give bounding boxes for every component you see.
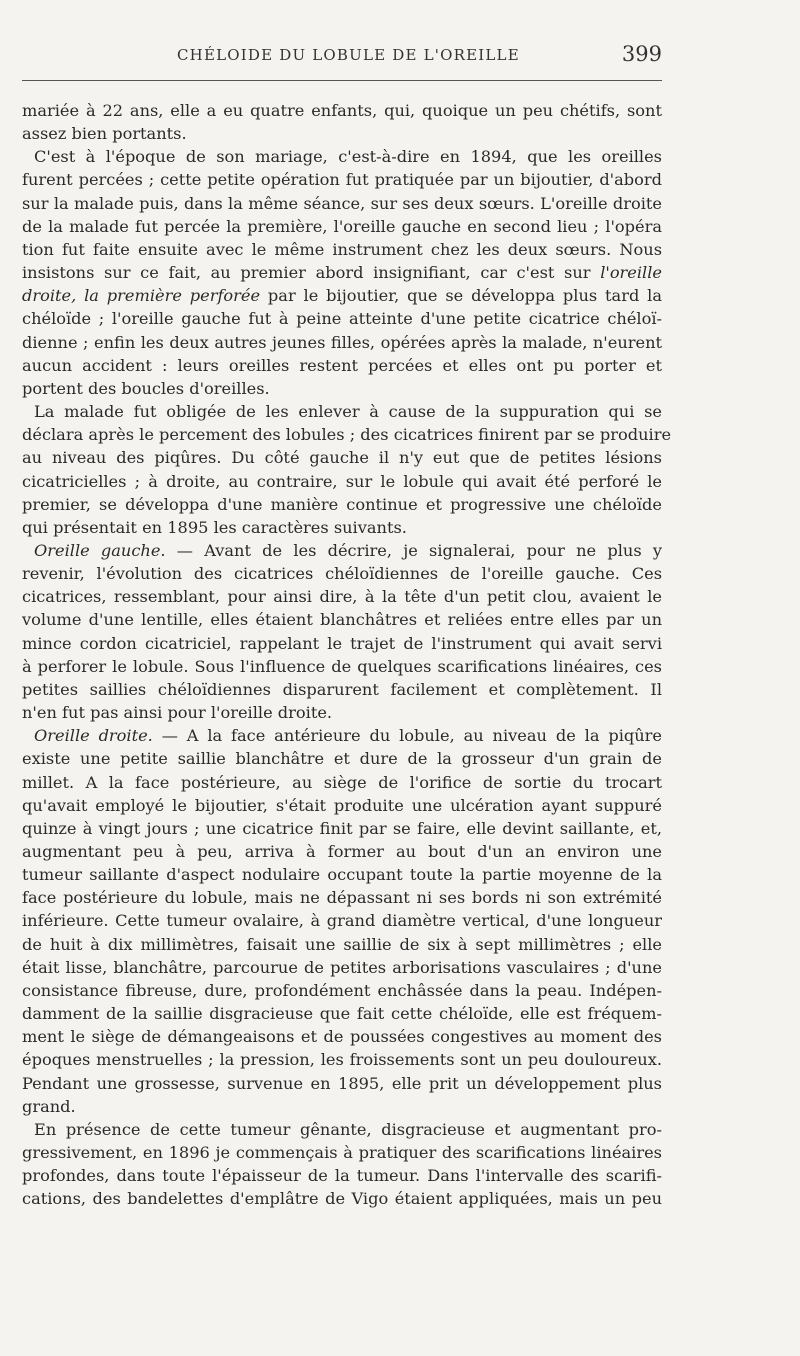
text-run: volume d'une lentille, elles étaient blanchâtres et reliées entre elles par un [22, 610, 662, 630]
text-run: qui présentait en 1895 les caractères suivants. [22, 517, 407, 537]
text-line [22, 886, 662, 909]
text-run: existe une petite saillie blanchâtre et dure de la grosseur d'un grain de [22, 749, 662, 769]
text-run: gressivement, en 1896 je commençais à pratiquer des scarifications linéaires [22, 1143, 662, 1163]
text-line [22, 423, 672, 446]
text-line [22, 284, 662, 307]
text-line [22, 585, 662, 608]
text-line [22, 122, 662, 145]
text-line [22, 655, 662, 678]
page-header [22, 42, 662, 72]
text-run: assez bien portants. [22, 124, 187, 144]
text-run: — A la face antérieure du lobule, au niveau de la piqûre [152, 726, 662, 746]
text-line [22, 1164, 662, 1187]
text-run: millet. A la face postérieure, au siège de l'orifice de sortie du trocart [22, 772, 662, 792]
text-line [22, 933, 662, 956]
text-line [22, 817, 662, 840]
text-run: époques menstruelles ; la pression, les froissements sont un peu douloureux. [22, 1050, 662, 1070]
text-run: face postérieure du lobule, mais ne dépassant ni ses bords ni son extrémité [22, 888, 662, 908]
text-line [22, 724, 662, 747]
text-run: tumeur saillante d'aspect nodulaire occupant toute la partie moyenne de la [22, 865, 662, 885]
text-line [22, 99, 662, 122]
text-line [22, 632, 662, 655]
text-line [22, 1141, 662, 1164]
text-line [22, 331, 662, 354]
text-line [22, 400, 662, 423]
text-line [22, 909, 662, 932]
text-run: premier, se développa d'une manière continue et progressive une chéloïde [22, 494, 662, 514]
text-run: était lisse, blanchâtre, parcourue de petites arborisations vasculaires ; d'une [22, 957, 662, 977]
text-line [22, 608, 662, 631]
text-run: mince cordon cicatriciel, rappelant le trajet de l'instrument qui avait servi [22, 633, 662, 653]
text-run: quinze à vingt jours ; une cicatrice finit par se faire, elle devint saillante, et, [22, 818, 662, 838]
text-line [22, 747, 662, 770]
text-run: chéloïde ; l'oreille gauche fut à peine atteinte d'une petite cicatrice chéloï- [22, 309, 662, 329]
text-run: petites saillies chéloïdiennes disparurent facilement et complètement. Il [22, 679, 662, 699]
italic-text: droite, la première perforée [22, 286, 261, 306]
text-run: damment de la saillie disgracieuse que fait cette chéloïde, elle est fréquem- [22, 1004, 662, 1024]
text-run: par le bijoutier, que se développa plus tard la [260, 286, 662, 306]
text-run: consistance fibreuse, dure, profondément enchâssée dans la peau. Indépen- [22, 980, 662, 1000]
text-run: aucun accident : leurs oreilles restent percées et elles ont pu porter et [22, 355, 662, 375]
text-line [22, 539, 662, 562]
text-line [22, 145, 662, 168]
text-line [22, 1002, 662, 1025]
text-run: qu'avait employé le bijoutier, s'était produite une ulcération ayant suppuré [22, 795, 662, 815]
text-run: au niveau des piqûres. Du côté gauche il n'y eut que de petites lésions [22, 448, 662, 468]
text-line [22, 979, 662, 1002]
text-run: tion fut faite ensuite avec le même instrument chez les deux sœurs. Nous [22, 239, 662, 259]
page-number: 399 [621, 42, 662, 66]
text-line [22, 446, 662, 469]
body-text [22, 99, 672, 1211]
text-run: portent des boucles d'oreilles. [22, 378, 270, 398]
italic-text: l'oreille [600, 263, 662, 283]
text-line [22, 840, 662, 863]
text-line [22, 1095, 662, 1118]
text-line [22, 377, 662, 400]
text-line [22, 354, 662, 377]
text-run: profondes, dans toute l'épaisseur de la tumeur. Dans l'intervalle des scarifi- [22, 1166, 662, 1186]
text-line [22, 215, 662, 238]
text-line [22, 678, 662, 701]
text-run: sur la malade puis, dans la même séance, sur ses deux sœurs. L'oreille droite [22, 193, 662, 213]
italic-text: Oreille droite. [34, 726, 153, 746]
text-run: insistons sur ce fait, au premier abord insignifiant, car c'est sur [22, 263, 601, 283]
text-run: mariée à 22 ans, elle a eu quatre enfants, qui, quoique un peu chétifs, sont [22, 101, 662, 120]
text-run: cicatrices, ressemblant, pour ainsi dire, à la tête d'un petit clou, avaient le [22, 587, 662, 607]
text-line [22, 192, 662, 215]
text-line [22, 863, 662, 886]
text-run: de la malade fut percée la première, l'oreille gauche en second lieu ; l'opéra [22, 216, 662, 236]
text-line [22, 261, 662, 284]
text-line [22, 956, 662, 979]
text-line [22, 562, 662, 585]
text-run: ment le siège de démangeaisons et de poussées congestives au moment des [22, 1027, 662, 1047]
text-run: dienne ; enfin les deux autres jeunes filles, opérées après la malade, n'eurent [22, 332, 662, 352]
text-line [22, 493, 662, 516]
text-run: augmentant peu à peu, arriva à former au bout d'un an environ une [22, 842, 662, 861]
text-line [22, 238, 662, 261]
text-line [22, 1072, 662, 1095]
header-rule [22, 80, 662, 81]
text-run: C'est à l'époque de son mariage, c'est-à-dire en 1894, que les oreilles [34, 147, 662, 167]
text-line [22, 516, 662, 539]
text-line [22, 794, 662, 817]
text-run: à perforer le lobule. Sous l'influence de quelques scarifications linéaires, ces [22, 656, 662, 676]
text-run: cicatricielles ; à droite, au contraire, sur le lobule qui avait été perforé le [22, 471, 662, 491]
text-run: inférieure. Cette tumeur ovalaire, à grand diamètre vertical, d'une longueur [22, 911, 662, 931]
italic-text: Oreille gauche. [34, 540, 166, 560]
text-line [22, 1048, 662, 1071]
text-run: — Avant de les décrire, je signalerai, pour ne plus y [165, 540, 662, 560]
text-run: déclara après le percement des lobules ; des cicatrices finirent par se produire [22, 425, 672, 445]
text-line [22, 701, 662, 724]
text-run: revenir, l'évolution des cicatrices chéloïdiennes de l'oreille gauche. Ces [22, 564, 662, 584]
text-run: Pendant une grossesse, survenue en 1895, elle prit un développement plus [22, 1073, 662, 1093]
text-run: cations, des bandelettes d'emplâtre de Vigo étaient appliquées, mais un peu [22, 1189, 662, 1209]
text-run: grand. [22, 1096, 76, 1116]
text-line [22, 1118, 662, 1141]
text-run: de huit à dix millimètres, faisait une saillie de six à sept millimètres ; elle [22, 934, 662, 954]
text-line [22, 1187, 662, 1210]
running-title: CHÉLOIDE DU LOBULE DE L'OREILLE [177, 46, 520, 64]
text-line [22, 307, 662, 330]
text-run: n'en fut pas ainsi pour l'oreille droite. [22, 703, 333, 723]
text-run: En présence de cette tumeur gênante, disgracieuse et augmentant pro- [34, 1119, 662, 1139]
text-line [22, 1025, 662, 1048]
text-run: La malade fut obligée de les enlever à cause de la suppuration qui se [34, 402, 662, 422]
text-run: furent percées ; cette petite opération fut pratiquée par un bijoutier, d'abord [22, 170, 662, 190]
text-line [22, 470, 662, 493]
text-line [22, 168, 662, 191]
text-line [22, 771, 662, 794]
